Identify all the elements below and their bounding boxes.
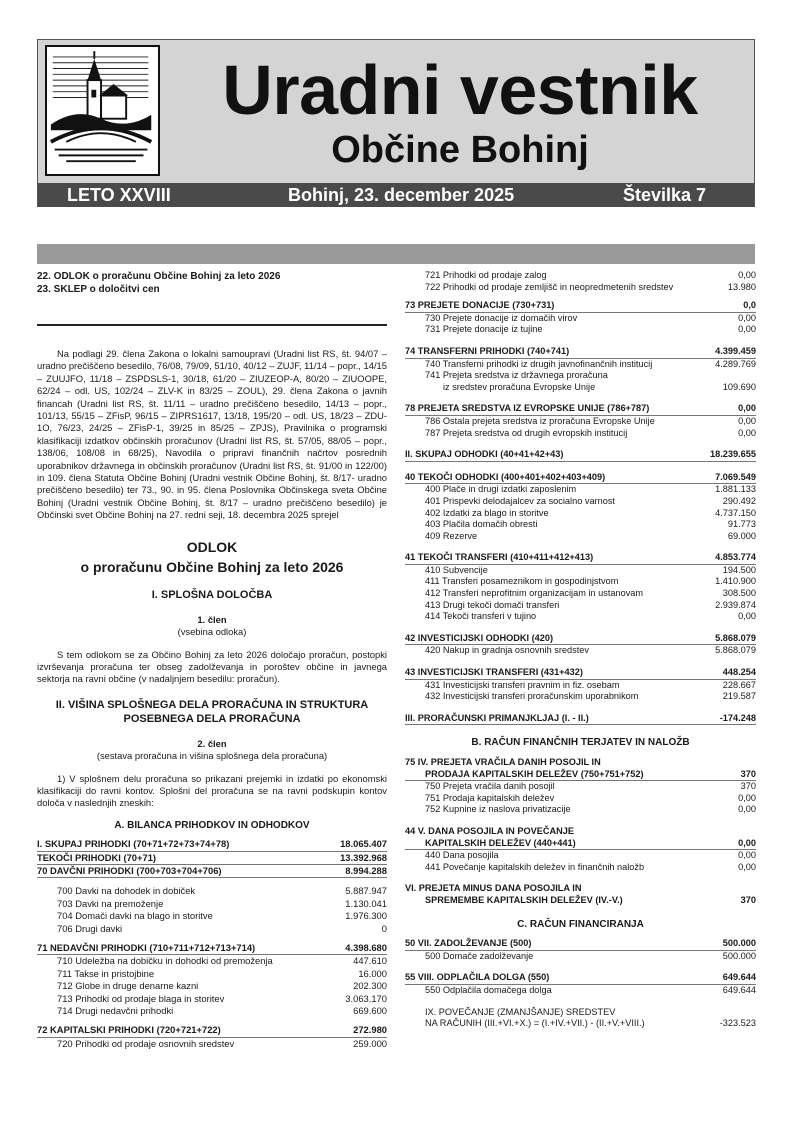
table-row	[405, 781, 756, 793]
row-label: 432 Investicijski transferi proračunskim uporabnikom	[425, 691, 639, 702]
row-label: I. SKUPAJ PRIHODKI (70+71+72+73+74+78)	[37, 838, 230, 850]
row-value: 259.000	[353, 1037, 387, 1049]
row-value: 370	[740, 894, 756, 905]
chapter-heading: I. SPLOŠNA DOLOČBA	[151, 588, 273, 601]
row-value: 0,00	[738, 850, 756, 861]
row-value: 0,00	[738, 324, 756, 335]
row-value: 649.644	[722, 984, 756, 995]
row-label: 75 IV. PREJETA VRAČILA DANIH POSOJIL IN	[405, 757, 601, 767]
table-row	[405, 1007, 756, 1019]
row-label: iz sredstev proračuna Evropske Unije	[443, 381, 596, 392]
table-row	[405, 531, 756, 543]
row-label: 713 Prihodki od prodaje blaga in storitev	[57, 992, 225, 1004]
row-label: 710 Udeležba na dobičku in dohodki od premoženja	[57, 955, 273, 967]
table-row	[405, 862, 756, 874]
row-label: 44 V. DANA POSOJILA IN POVEČANJE	[405, 825, 574, 836]
article-number: 2. člen	[197, 737, 227, 749]
issue-number: Številka 7	[623, 185, 707, 205]
row-label: 42 INVESTICIJSKI ODHODKI (420)	[405, 632, 554, 643]
row-label: 740 Transferni prihodki iz drugih javnofinančnih institucij	[425, 358, 653, 369]
divider	[37, 324, 387, 326]
row-label: 40 TEKOČI ODHODKI (400+401+402+403+409)	[405, 471, 606, 482]
row-label: 706 Drugi davki	[57, 922, 123, 934]
table-row	[405, 313, 756, 325]
row-value	[750, 1007, 756, 1019]
budget-table-b	[405, 757, 756, 907]
table-row	[37, 852, 387, 865]
publication-subtitle: Občine Bohinj	[331, 129, 589, 171]
table-row	[405, 300, 756, 313]
toc-item[interactable]: 22. ODLOK o proračunu Občine Bohinj za leto 2026	[37, 271, 281, 282]
issue-info-bar	[38, 183, 754, 207]
table-row	[405, 324, 756, 336]
row-value: 109.690	[722, 381, 756, 392]
odlok-subtitle: o proračunu Občine Bohinj za leto 2026	[80, 558, 344, 575]
row-value: 500.000	[722, 950, 756, 961]
row-label: 431 Investicijski transferi pravnim in fiz. osebam	[425, 679, 620, 690]
row-value: 308.500	[722, 588, 756, 599]
article-subtitle: (vsebina odloka)	[177, 626, 247, 638]
row-label: 731 Prejete donacije iz tujine	[425, 324, 543, 335]
row-label: 751 Prodaja kapitalskih deležev	[425, 792, 555, 803]
row-value: 13.980	[727, 281, 756, 292]
row-label: PRODAJA KAPITALSKIH DELEŽEV (750+751+752)	[425, 768, 644, 779]
row-value: 0,00	[738, 792, 756, 803]
row-label: 401 Prispevki delodajalcev za socialno varnost	[425, 495, 615, 506]
row-value: 4.289.769	[715, 358, 756, 369]
row-value: 4.737.150	[715, 507, 756, 518]
table-row	[37, 955, 387, 967]
row-value: 1.976.300	[345, 910, 387, 922]
row-label: 741 Prejeta sredstva iz državnega proračuna	[425, 370, 608, 381]
table-row	[405, 508, 756, 520]
table-row	[405, 519, 756, 531]
row-label: 711 Takse in pristojbine	[57, 967, 155, 979]
row-label: 73 PREJETE DONACIJE (730+731)	[405, 300, 555, 311]
row-value: 370	[740, 768, 756, 779]
row-value: 1.410.900	[715, 576, 756, 587]
table-row	[405, 403, 756, 416]
table-of-contents	[37, 270, 387, 296]
section-heading-c: C. RAČUN FINANCIRANJA	[517, 918, 644, 930]
article-text: 1) V splošnem delu proračuna so prikazani prejemki in izdatki po ekonomski klasifikaciji do ravni kontov. Splošni del proračuna se na ravni podskupin kontov določa v naslednjih zneskih:	[37, 772, 387, 809]
row-label: 70 DAVČNI PRIHODKI (700+703+704+706)	[37, 864, 222, 876]
row-label: VI. PREJETA MINUS DANA POSOJILA IN	[405, 883, 582, 894]
table-row	[405, 565, 756, 577]
row-label: 704 Domači davki na blago in storitve	[57, 910, 213, 922]
table-row	[405, 359, 756, 371]
row-label: 712 Globe in druge denarne kazni	[57, 980, 199, 992]
row-value: 2.939.874	[715, 599, 756, 610]
row-label: 72 KAPITALSKI PRIHODKI (720+721+722)	[37, 1024, 221, 1036]
table-row	[405, 600, 756, 612]
row-value: 0,00	[738, 427, 756, 438]
table-row	[405, 282, 756, 294]
section-heading-b: B. RAČUN FINANČNIH TERJATEV IN NALOŽB	[471, 737, 690, 749]
row-value	[750, 757, 756, 769]
odlok-title: ODLOK	[186, 538, 238, 555]
row-label: 402 Izdatki za blago in storitve	[425, 507, 549, 518]
row-label: 721 Prihodki od prodaje zalog	[425, 270, 547, 280]
row-value: 7.069.549	[715, 471, 756, 482]
row-label: 413 Drugi tekoči domači transferi	[425, 599, 560, 610]
left-column	[37, 270, 387, 1050]
row-label: 412 Transferi neprofitnim organizacijam in ustanovam	[425, 588, 644, 599]
table-row	[405, 850, 756, 862]
row-value: 0	[381, 922, 387, 934]
row-label: 71 NEDAVČNI PRIHODKI (710+711+712+713+714)	[37, 942, 256, 953]
table-row	[405, 951, 756, 963]
table-row	[405, 382, 756, 394]
table-row	[405, 472, 756, 485]
article-subtitle: (sestava proračuna in višina splošnega dela proračuna)	[96, 750, 328, 762]
issue-year: LETO XXVIII	[67, 185, 171, 205]
row-label: 50 VII. ZADOLŽEVANJE (500)	[405, 938, 532, 949]
row-value: 4.399.459	[715, 345, 756, 356]
row-value: -174.248	[719, 712, 756, 723]
table-row	[405, 883, 756, 895]
table-row	[405, 804, 756, 816]
row-label: 55 VIII. ODPLAČILA DOLGA (550)	[405, 972, 550, 983]
table-row	[405, 838, 756, 851]
table-row	[37, 1038, 387, 1050]
row-value: 0,00	[738, 312, 756, 323]
section-divider-bar	[37, 244, 755, 264]
row-label: 78 PREJETA SREDSTVA IZ EVROPSKE UNIJE (786+787)	[405, 403, 650, 414]
row-label: 714 Drugi nedavčni prihodki	[57, 1005, 174, 1017]
row-label: NA RAČUNIH (III.+VI.+X.) = (I.+IV.+VII.) - (II.+V.+VIII.)	[425, 1018, 645, 1029]
row-value: 5.868.079	[715, 645, 756, 656]
row-label: 787 Prejeta sredstva od drugih evropskih institucij	[425, 427, 628, 438]
row-label: II. SKUPAJ ODHODKI (40+41+42+43)	[405, 449, 564, 460]
table-row	[37, 942, 387, 955]
table-row	[405, 938, 756, 951]
table-row	[37, 1005, 387, 1017]
toc-item[interactable]: 23. SKLEP o določitvi cen	[37, 284, 160, 295]
row-value	[750, 826, 756, 838]
table-row	[405, 496, 756, 508]
table-row	[405, 633, 756, 646]
budget-table-right	[405, 270, 756, 725]
table-row	[405, 667, 756, 680]
table-row	[37, 865, 387, 878]
table-row	[405, 576, 756, 588]
row-label: 411 Transferi posameznikom in gospodinjstvom	[425, 576, 619, 587]
table-row	[37, 993, 387, 1005]
section-heading-a: A. BILANCA PRIHODKOV IN ODHODKOV	[114, 819, 310, 831]
row-label: 410 Subvencije	[425, 564, 488, 575]
right-column	[405, 270, 756, 1030]
row-value: 649.644	[722, 972, 756, 983]
row-label: 730 Prejete donacije iz domačih virov	[425, 312, 578, 323]
table-row	[405, 552, 756, 565]
row-label: 43 INVESTICIJSKI TRANSFERI (431+432)	[405, 667, 583, 678]
row-value: 0,00	[738, 804, 756, 815]
table-row	[37, 968, 387, 980]
row-value: -323.523	[719, 1018, 756, 1029]
chapter-heading-line2: POSEBNEGA DELA PRORAČUNA	[123, 712, 301, 725]
table-row	[37, 1024, 387, 1037]
row-label: 720 Prihodki od prodaje osnovnih sredstev	[57, 1037, 235, 1049]
row-label: 550 Odplačila domačega dolga	[425, 984, 552, 995]
table-row	[405, 270, 756, 282]
table-row	[37, 898, 387, 910]
row-value: 4.853.774	[715, 552, 756, 563]
row-value: 0,00	[738, 415, 756, 426]
table-row	[405, 895, 756, 907]
table-row	[405, 611, 756, 623]
row-label: 752 Kupnine iz naslova privatizacije	[425, 804, 571, 815]
budget-table-c	[405, 938, 756, 1030]
table-row	[405, 449, 756, 462]
row-value: 1.130.041	[345, 897, 387, 909]
row-value: 1.881.133	[715, 484, 756, 495]
row-label: KAPITALSKIH DELEŽEV (440+441)	[425, 837, 576, 848]
bohinj-coat-of-arms-logo	[45, 45, 160, 176]
table-row	[405, 826, 756, 838]
chapter-heading: II. VIŠINA SPLOŠNEGA DELA PRORAČUNA IN STRUKTURA	[55, 698, 369, 711]
row-value: 228.667	[722, 679, 756, 690]
row-value: 290.492	[722, 495, 756, 506]
row-value: 18.239.655	[710, 449, 756, 460]
table-row	[405, 713, 756, 726]
row-value: 447.610	[353, 955, 387, 967]
row-value: 91.773	[727, 519, 756, 530]
row-label: 414 Tekoči transferi v tujino	[425, 611, 537, 622]
row-value: 69.000	[727, 530, 756, 541]
row-label: 750 Prejeta vračila danih posojil	[425, 781, 555, 792]
row-value: 500.000	[722, 938, 756, 949]
row-value: 18.065.407	[340, 838, 387, 850]
table-row	[405, 680, 756, 692]
row-value: 4.398.680	[345, 942, 387, 953]
row-label: 500 Domače zadolževanje	[425, 950, 534, 961]
table-row	[405, 757, 756, 769]
row-value: 16.000	[358, 967, 387, 979]
issue-date: Bohinj, 23. december 2025	[288, 185, 515, 205]
row-label: 440 Dana posojila	[425, 850, 499, 861]
row-value: 0,00	[738, 403, 756, 414]
table-row	[37, 885, 387, 897]
publication-title: Uradni vestnik	[222, 51, 698, 129]
row-value: 370	[740, 781, 756, 792]
table-row	[405, 972, 756, 985]
table-row	[405, 1018, 756, 1030]
article-text: S tem odlokom se za Občino Bohinj za leto 2026 določajo proračun, postopki izvrševanja proračuna ter obseg zadolževanja in poroštev občine in javnega sektorja na ravni občine (v nadaljnjem besedilu: proračun).	[37, 648, 387, 685]
row-value: 0,0	[743, 300, 756, 311]
row-value: 448.254	[722, 667, 756, 678]
row-label: 400 Plače in drugi izdatki zaposlenim	[425, 484, 577, 495]
legal-basis-paragraph: Na podlagi 29. člena Zakona o lokalni samoupravi (Uradni list RS, št. 94/07 – uradno prečiščeno besedilo, 76/08, 79/09, 51/10, 40/12 – ZUJF, 11/14 – popr., 14/15 – ZUUJFO, 11/18 – ZSPDSLS-1, 30/18, 61/20 – ZIUZEOP-A, 80/20 – ZIUOOPE, 62/24 – odl. US, 102/24 – ZLV-K in 83/25 – ZOUL), 29. člena Zakona o javnih financah (Uradni list RS, št. 11/11 – uradno prečiščeno besedilo, 14/13 – popr., 101/13, 55/15 – ZFisP, 96/15 – ZIPRS1617, 13/18, 195/20 – odl. US, 18/23 – ZDU-1O, 76/23, 24/25 – ZFisP-1, 39/25 in 85/25 – ZPJS), Pravilnika o programski klasifikaciji izdatkov občinskih proračunov (Uradni list RS, št. 57/05, 88/05 – popr., 138/06, 108/08 in 68/25), Navodila o pripravi finančnih načrtov posrednih uporabnikov državnega in občinskih proračunov (Uradni list RS, št. 91/00 in 122/00) in 109. člena Statuta Občine Bohinj (Uradni vestnik Občine Bohinj, št. 8/17- uradno prečiščeno besedilo) ter 73., 90. in 95. člena Poslovnika Občinskega sveta Občine Bohinj (Uradni vestnik Občine Bohinj, št. 8/17 – uradno prečiščeno besedilo) je Občinski svet Občine Bohinj na 27. redni seji, 18. decembra 2025 sprejel	[37, 348, 387, 521]
row-value	[750, 883, 756, 895]
table-row	[405, 428, 756, 440]
table-row	[405, 769, 756, 782]
table-row	[405, 645, 756, 657]
row-label: 409 Rezerve	[425, 530, 478, 541]
table-row	[405, 588, 756, 600]
row-value: 0,00	[738, 861, 756, 872]
row-value: 8.994.288	[345, 864, 387, 876]
table-row	[37, 838, 387, 851]
table-row	[405, 691, 756, 703]
row-label: 441 Povečanje kapitalskih deležev in finančnih naložb	[425, 861, 645, 872]
row-label: 722 Prihodki od prodaje zemljišč in neopredmetenih sredstev	[425, 281, 674, 292]
table-row	[405, 484, 756, 496]
row-label: 703 Davki na premoženje	[57, 897, 164, 909]
table-row	[405, 370, 756, 382]
row-label: TEKOČI PRIHODKI (70+71)	[37, 851, 157, 863]
table-row	[405, 793, 756, 805]
row-value	[750, 370, 756, 382]
table-row	[405, 416, 756, 428]
row-value: 202.300	[353, 980, 387, 992]
row-label: III. PRORAČUNSKI PRIMANJKLJAJ (I. - II.)	[405, 712, 589, 723]
row-label: 74 TRANSFERNI PRIHODKI (740+741)	[405, 345, 570, 356]
row-value: 0,00	[738, 611, 756, 622]
row-label: 41 TEKOČI TRANSFERI (410+411+412+413)	[405, 552, 594, 563]
row-value: 5.887.947	[345, 885, 387, 897]
row-value: 219.587	[722, 691, 756, 702]
row-value: 272.980	[353, 1024, 387, 1036]
row-label: 420 Nakup in gradnja osnovnih sredstev	[425, 645, 589, 656]
row-value: 0,00	[738, 270, 756, 280]
row-value: 669.600	[353, 1005, 387, 1017]
table-row	[405, 985, 756, 997]
article-number: 1. člen	[197, 613, 227, 625]
row-label: IX. POVEČANJE (ZMANJŠANJE) SREDSTEV	[425, 1006, 616, 1017]
row-value: 5.868.079	[715, 632, 756, 643]
row-label: 700 Davki na dohodek in dobiček	[57, 885, 196, 897]
row-label: 403 Plačila domačih obresti	[425, 519, 538, 530]
row-value: 13.392.968	[340, 851, 387, 863]
row-value: 3.063.170	[345, 992, 387, 1004]
table-row	[37, 923, 387, 935]
row-value: 0,00	[738, 837, 756, 848]
row-label: 786 Ostala prejeta sredstva iz proračuna Evropske Unije	[425, 415, 655, 426]
row-label: SPREMEMBE KAPITALSKIH DELEŽEV (IV.-V.)	[425, 894, 623, 905]
table-row	[37, 980, 387, 992]
row-value: 194.500	[722, 564, 756, 575]
table-row	[405, 346, 756, 359]
budget-table-left	[37, 838, 387, 1050]
table-row	[37, 910, 387, 922]
